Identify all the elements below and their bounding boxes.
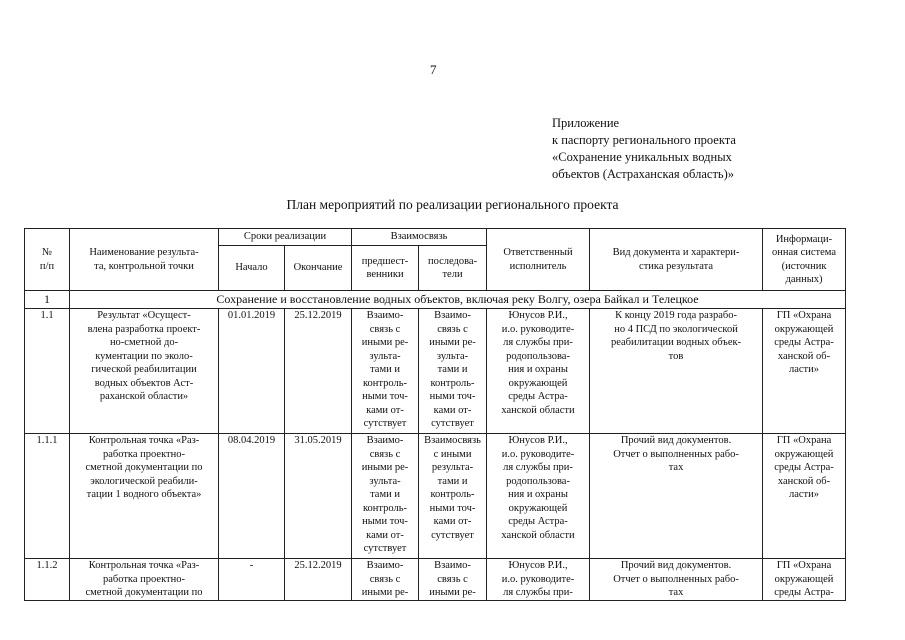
cell-line: ния и охраны: [508, 364, 568, 375]
cell-line: Взаимосвязь: [424, 435, 481, 446]
cell-line: и.о. руководите-: [501, 573, 575, 585]
cell-line: Прочий вид документов.: [620, 560, 732, 571]
cell-line: ными точ-: [362, 391, 408, 402]
cell-line: Юнусов Р.И.,: [508, 435, 568, 446]
row-resp: [487, 309, 590, 434]
row-pred: [352, 309, 419, 434]
page-number: 7: [430, 62, 437, 77]
cell-line: работка проектно-: [102, 573, 185, 585]
cell-line: Взаимо-: [434, 310, 471, 321]
cell-line: ханской области: [501, 529, 575, 541]
cell-line: окружающей: [508, 502, 568, 514]
cell-line: та, контрольной точки: [94, 260, 194, 272]
row-end: 31.05.2019: [285, 434, 352, 559]
cell-line: Вид документа и характери-: [612, 247, 740, 258]
header-doc: [590, 229, 763, 291]
appendix-block: [552, 115, 736, 183]
row-start: -: [219, 559, 285, 601]
cell-line: и.о. руководите-: [501, 448, 575, 460]
cell-line: сметной документации по: [85, 462, 203, 473]
cell-line: Контрольная точка «Раз-: [88, 560, 200, 571]
cell-line: водных объектов Аст-: [94, 377, 194, 389]
appendix-line: к паспорту регионального проекта: [552, 133, 736, 147]
row-succ: [419, 434, 487, 559]
cell-line: ГП «Охрана: [776, 560, 832, 571]
row-start: 08.04.2019: [219, 434, 285, 559]
header-resp: [487, 229, 590, 291]
header-start: Начало: [219, 246, 285, 291]
row-info: [763, 309, 846, 434]
cell-line: связь с: [369, 573, 401, 585]
row-end: 25.12.2019: [285, 559, 352, 601]
cell-line: окружающей: [774, 573, 834, 585]
row-info: [763, 434, 846, 559]
cell-line: реабилитации водных объек-: [610, 337, 742, 348]
cell-line: ля службы при-: [503, 587, 573, 598]
cell-line: п/п: [39, 260, 55, 272]
cell-line: Взаимо-: [366, 310, 404, 321]
cell-line: ками от-: [366, 529, 404, 541]
cell-line: контроль-: [362, 502, 408, 514]
plan-title: План мероприятий по реализации регионального проекта: [286, 197, 619, 212]
cell-line: иными ре-: [361, 587, 409, 598]
row-num: 1.1.1: [25, 434, 70, 559]
cell-line: влена разработка проект-: [87, 323, 201, 335]
cell-line: тах: [668, 587, 684, 598]
header-succ: [419, 246, 487, 291]
cell-line: Информаци-: [775, 233, 833, 245]
cell-line: ками от-: [433, 404, 472, 416]
cell-line: стика результата: [639, 260, 713, 272]
cell-line: зульта-: [369, 475, 401, 487]
row-resp: [487, 434, 590, 559]
header-num: [25, 229, 70, 291]
row-pred: [352, 559, 419, 601]
cell-line: иными ре-: [429, 337, 476, 348]
cell-line: ными точ-: [362, 516, 408, 527]
table-row: [25, 309, 846, 434]
cell-line: ГП «Охрана: [776, 435, 832, 446]
cell-line: данных): [785, 274, 823, 285]
cell-line: родопользова-: [506, 475, 570, 487]
cell-line: тами и: [437, 364, 468, 375]
table-row: [25, 434, 846, 559]
cell-line: предшест-: [361, 255, 409, 267]
cell-line: ханской об-: [777, 475, 831, 487]
cell-line: раханской области»: [99, 391, 189, 402]
cell-line: тов: [668, 350, 684, 362]
cell-line: родопользова-: [506, 350, 570, 362]
cell-line: Отчет о выполненных рабо-: [613, 448, 739, 460]
cell-line: экологической реабили-: [90, 475, 198, 487]
plan-table: [24, 228, 846, 601]
cell-line: результа-: [431, 462, 474, 473]
row-num: 1.1: [25, 309, 70, 434]
cell-line: контроль-: [362, 377, 408, 389]
row-pred: [352, 434, 419, 559]
row-name: [70, 309, 219, 434]
cell-line: №: [41, 247, 53, 258]
header-info: [763, 229, 846, 291]
cell-line: иными ре-: [429, 587, 476, 598]
row-resp: [487, 559, 590, 601]
cell-line: связь с: [369, 448, 401, 460]
cell-line: Взаимо-: [366, 435, 404, 446]
cell-line: окружающей: [774, 448, 834, 460]
cell-line: гической реабилитации: [91, 364, 197, 375]
row-doc: [590, 559, 763, 601]
cell-line: тели: [442, 269, 463, 280]
cell-line: К концу 2019 года разрабо-: [615, 310, 737, 321]
cell-line: контроль-: [430, 377, 475, 389]
cell-line: Юнусов Р.И.,: [508, 560, 568, 571]
row-start: 01.01.2019: [219, 309, 285, 434]
cell-line: сметной документации по: [85, 587, 203, 598]
cell-line: но-сметной до-: [109, 337, 179, 348]
row-num: 1.1.2: [25, 559, 70, 601]
cell-line: Контрольная точка «Раз-: [88, 435, 200, 446]
header-name: [70, 229, 219, 291]
cell-line: (источник: [781, 260, 827, 272]
appendix-line: «Сохранение уникальных водных: [552, 150, 732, 164]
cell-line: ными точ-: [429, 391, 476, 402]
cell-line: Ответственный: [503, 247, 573, 258]
cell-line: окружающей: [774, 323, 834, 335]
header-pred: [352, 246, 419, 291]
cell-line: кументации по эколо-: [95, 350, 193, 362]
row-end: 25.12.2019: [285, 309, 352, 434]
cell-line: но 4 ПСД по экологической: [614, 323, 738, 335]
header-terms: Сроки реализации: [219, 229, 352, 246]
cell-line: Юнусов Р.И.,: [508, 310, 568, 321]
cell-line: среды Астра-: [774, 587, 834, 598]
row-succ: [419, 559, 487, 601]
cell-line: тации 1 водного объекта»: [86, 489, 202, 500]
cell-line: ласти»: [789, 489, 820, 500]
cell-line: ля службы при-: [503, 462, 573, 473]
cell-line: онная система: [772, 247, 837, 258]
cell-line: иными ре-: [361, 462, 409, 473]
cell-line: ками от-: [433, 516, 472, 527]
cell-line: сутствует: [363, 543, 407, 554]
cell-line: ния и охраны: [508, 489, 568, 500]
cell-line: венники: [366, 269, 404, 280]
cell-line: Прочий вид документов.: [620, 435, 732, 446]
cell-line: сутствует: [363, 418, 407, 429]
cell-line: ля службы при-: [503, 337, 573, 348]
row-doc: [590, 434, 763, 559]
section-num: 1: [25, 291, 70, 309]
cell-line: среды Астра-: [508, 516, 568, 527]
cell-line: с иными: [433, 448, 472, 460]
table-row: [25, 559, 846, 601]
cell-line: Наименование результа-: [89, 247, 199, 258]
cell-line: среды Астра-: [774, 462, 834, 473]
cell-line: среды Астра-: [508, 391, 568, 402]
cell-line: тами и: [370, 364, 400, 375]
cell-line: Отчет о выполненных рабо-: [613, 573, 739, 585]
row-succ: [419, 309, 487, 434]
section-row: [25, 291, 846, 309]
row-name: [70, 559, 219, 601]
cell-line: тами и: [370, 489, 400, 500]
cell-line: связь с: [437, 323, 468, 335]
appendix-line: Приложение: [552, 116, 620, 130]
header-end: Окончание: [285, 246, 352, 291]
cell-line: связь с: [437, 573, 468, 585]
cell-line: среды Астра-: [774, 337, 834, 348]
row-doc: [590, 309, 763, 434]
cell-line: ками от-: [366, 404, 404, 416]
cell-line: последова-: [427, 255, 478, 267]
header-links: Взаимосвязь: [352, 229, 487, 246]
section-title: Сохранение и восстановление водных объектов, включая реку Волгу, озера Байкал и Телецкое: [70, 291, 846, 309]
cell-line: ными точ-: [429, 502, 476, 514]
appendix-line: объектов (Астраханская область)»: [552, 167, 735, 181]
cell-line: исполнитель: [509, 260, 567, 272]
cell-line: ханской области: [501, 404, 575, 416]
cell-line: Взаимо-: [434, 560, 471, 571]
cell-line: иными ре-: [361, 337, 409, 348]
cell-line: и.о. руководите-: [501, 323, 575, 335]
cell-line: сутствует: [431, 529, 474, 541]
cell-line: тах: [668, 462, 684, 473]
cell-line: сутствует: [431, 418, 474, 429]
cell-line: Результат «Осущест-: [97, 310, 191, 321]
cell-line: связь с: [369, 323, 401, 335]
cell-line: окружающей: [508, 377, 568, 389]
cell-line: контроль-: [430, 489, 475, 500]
cell-line: ханской об-: [777, 350, 831, 362]
cell-line: Взаимо-: [366, 560, 404, 571]
cell-line: работка проектно-: [102, 448, 185, 460]
row-name: [70, 434, 219, 559]
row-info: [763, 559, 846, 601]
cell-line: ГП «Охрана: [776, 310, 832, 321]
cell-line: тами и: [437, 475, 468, 487]
cell-line: зульта-: [369, 350, 401, 362]
cell-line: зульта-: [436, 350, 469, 362]
cell-line: ласти»: [789, 364, 820, 375]
